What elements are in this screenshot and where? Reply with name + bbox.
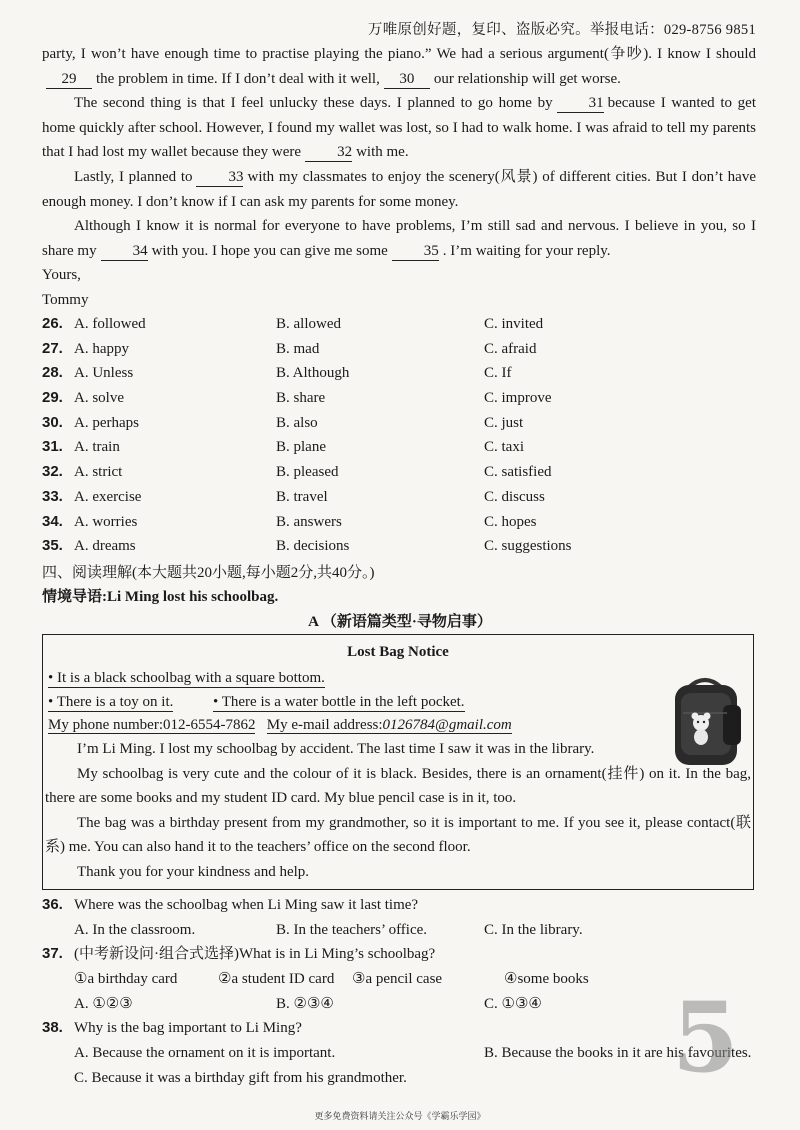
lost-bag-notice <box>42 634 754 890</box>
text: with me. <box>356 144 409 161</box>
cloze-options <box>42 312 756 559</box>
text: with you. I hope you can give me some <box>151 242 388 259</box>
option-a: A. train <box>74 439 120 456</box>
option-row-32 <box>42 460 756 485</box>
text: The second thing is that I feel unlucky these days. I planned to go home by <box>74 95 553 112</box>
question-38-options-2 <box>42 1066 762 1091</box>
question-38-options <box>42 1041 762 1066</box>
question-number: 38. <box>42 1019 63 1037</box>
section-title: 四、阅读理解(本大题共20小题,每小题2分,共40分。) <box>42 565 375 581</box>
question-number: 28. <box>42 364 63 382</box>
notice-title: Lost Bag Notice <box>347 644 449 660</box>
notice-paragraph: The bag was a birthday present from my grandmother, so it is important to me. If you see it, please contact(联系) me. You can also hand it to the teachers’ office on the second floor. <box>45 814 751 856</box>
option-c: C. Because it was a birthday gift from his grandmother. <box>74 1069 407 1086</box>
option-a: A. exercise <box>74 488 142 505</box>
question-37-options <box>42 992 762 1017</box>
notice-paragraph: I’m Li Ming. I lost my schoolbag by accident. The last time I saw it was in the library. <box>77 741 595 757</box>
option-row-27 <box>42 337 756 362</box>
text: the problem in time. If I don’t deal with it well, <box>96 70 380 87</box>
question-number: 34. <box>42 512 63 530</box>
question-number: 27. <box>42 339 63 357</box>
contact-info <box>48 717 512 734</box>
blank-30: 30 <box>384 71 430 89</box>
text: Although I know it is normal for everyone to have problems, I’m still sad and nervous. I believe in you, so I share my <box>42 218 756 259</box>
question-number: 35. <box>42 537 63 555</box>
option-a: A. worries <box>74 513 138 530</box>
option-row-35 <box>42 534 756 559</box>
question-37-items <box>42 967 762 992</box>
question-number: 30. <box>42 413 63 431</box>
option-a: A. strict <box>74 464 123 481</box>
option-row-34 <box>42 510 756 535</box>
notice-paragraph: My schoolbag is very cute and the colour of it is black. Besides, there is an ornament(挂件) on it. In the bag, there are some books and my student ID card. My blue pencil case is in it, too. <box>45 765 751 807</box>
part-title: A （新语篇类型·寻物启事） <box>308 614 492 630</box>
signature: Tommy <box>42 291 89 308</box>
closing: Yours, <box>42 267 81 284</box>
option-c: C. ①③④ <box>484 995 542 1012</box>
question-number: 36. <box>42 896 63 913</box>
option-a: A. ①②③ <box>74 995 133 1012</box>
text: because I wanted to get home quickly after school. However, I found my wallet was lost, so I had to walk home. I was afraid to tell my parents that I had lost my wallet because they were <box>42 95 756 161</box>
option-a: A. happy <box>74 340 129 357</box>
option-b: B. Although <box>276 365 350 382</box>
question-37 <box>42 942 762 967</box>
context-guide: 情境导语:Li Ming lost his schoolbag. <box>42 589 279 605</box>
option-c: C. just <box>484 414 524 431</box>
option-a: A. dreams <box>74 538 136 555</box>
option-b: B. share <box>276 390 326 407</box>
option-c: C. invited <box>484 316 544 332</box>
option-b: B. pleased <box>276 464 339 481</box>
text: with my classmates to enjoy the scenery(风景) of different cities. But I don’t have enough money. I don’t know if I can ask my parents for some money. <box>42 168 756 210</box>
option-c: C. improve <box>484 390 552 407</box>
email-label: My e-mail address: <box>266 717 383 733</box>
option-c: C. taxi <box>484 439 524 456</box>
blank-33: 33 <box>196 169 243 187</box>
option-b: B. ②③④ <box>276 995 334 1012</box>
option-c: C. If <box>484 365 512 382</box>
notice-bullet: • It is a black schoolbag with a square bottom. <box>48 670 325 686</box>
question-number: 37. <box>42 945 63 963</box>
question-38 <box>42 1016 762 1041</box>
text: party, I won’t have enough time to practise playing the piano.” We had a serious argument(争吵). I know I should <box>42 46 756 62</box>
question-number: 33. <box>42 487 63 505</box>
item-3: ③a pencil case <box>352 971 443 988</box>
option-a: A. Because the ornament on it is important. <box>74 1045 336 1062</box>
option-b: B. also <box>276 414 318 431</box>
blank-34: 34 <box>101 243 148 261</box>
option-row-31 <box>42 435 756 460</box>
option-a: A. perhaps <box>74 414 139 431</box>
email-address: 0126784@gmail.com <box>382 717 512 733</box>
question-36-options <box>42 918 762 943</box>
option-a: A. followed <box>74 316 146 332</box>
option-row-26 <box>42 312 756 337</box>
paragraph-4 <box>42 214 756 263</box>
notice-bullet: • There is a water bottle in the left pocket. <box>213 694 465 710</box>
question-number: 31. <box>42 438 63 456</box>
notice-paragraph: Thank you for your kindness and help. <box>77 863 310 880</box>
question-text: Where was the schoolbag when Li Ming saw it last time? <box>74 897 419 913</box>
option-b: B. Because the books in it are his favourites. <box>484 1045 752 1062</box>
option-b: B. travel <box>276 488 328 505</box>
blank-31: 31 <box>557 95 604 113</box>
blank-29: 29 <box>46 71 92 89</box>
option-row-29 <box>42 386 756 411</box>
notice-body <box>45 737 751 885</box>
question-36 <box>42 893 762 918</box>
option-row-30 <box>42 411 756 436</box>
option-c: C. In the library. <box>484 921 583 938</box>
page-number: 5 <box>672 981 739 1094</box>
option-c: C. suggestions <box>484 538 572 555</box>
paragraph-1 <box>42 42 756 91</box>
option-row-28 <box>42 361 756 386</box>
option-a: A. solve <box>74 390 124 407</box>
question-text: (中考新设问·组合式选择)What is in Li Ming’s schoolbag? <box>74 946 436 963</box>
paragraph-3 <box>42 165 756 214</box>
phone-number: My phone number:012-6554-7862 <box>48 717 256 733</box>
option-c: C. hopes <box>484 513 537 530</box>
cloze-passage <box>42 42 756 313</box>
paragraph-2 <box>42 91 756 165</box>
reading-questions <box>42 893 762 1094</box>
option-b: B. plane <box>276 439 326 456</box>
item-4: ④some books <box>504 971 589 988</box>
question-number: 32. <box>42 463 63 481</box>
option-b: B. allowed <box>276 316 341 332</box>
option-c: C. afraid <box>484 340 537 357</box>
blank-32: 32 <box>305 144 352 162</box>
item-1: ①a birthday card <box>74 971 178 988</box>
text: . I’m waiting for your reply. <box>442 242 611 259</box>
section-heading <box>42 561 375 609</box>
option-b: B. answers <box>276 513 342 530</box>
text: our relationship will get worse. <box>433 70 621 87</box>
option-c: C. satisfied <box>484 464 552 481</box>
question-number: 26. <box>42 315 63 332</box>
item-2: ②a student ID card <box>218 971 335 988</box>
page-footer: 更多免费资料请关注公众号《学霸乐学园》 <box>314 1112 486 1122</box>
option-c: C. discuss <box>484 488 545 505</box>
option-a: A. Unless <box>74 365 134 382</box>
option-row-33 <box>42 485 756 510</box>
question-number: 29. <box>42 389 63 407</box>
page-header: 万唯原创好题，复印、盗版必究。举报电话：029-8756 9851 <box>367 22 756 38</box>
option-a: A. In the classroom. <box>74 921 196 938</box>
text: Lastly, I planned to <box>74 168 193 185</box>
option-b: B. mad <box>276 340 320 357</box>
question-text: Why is the bag important to Li Ming? <box>74 1020 302 1037</box>
option-b: B. In the teachers’ office. <box>276 921 428 938</box>
notice-bullet: • There is a toy on it. <box>48 694 174 710</box>
blank-35: 35 <box>392 243 439 261</box>
option-b: B. decisions <box>276 538 350 555</box>
